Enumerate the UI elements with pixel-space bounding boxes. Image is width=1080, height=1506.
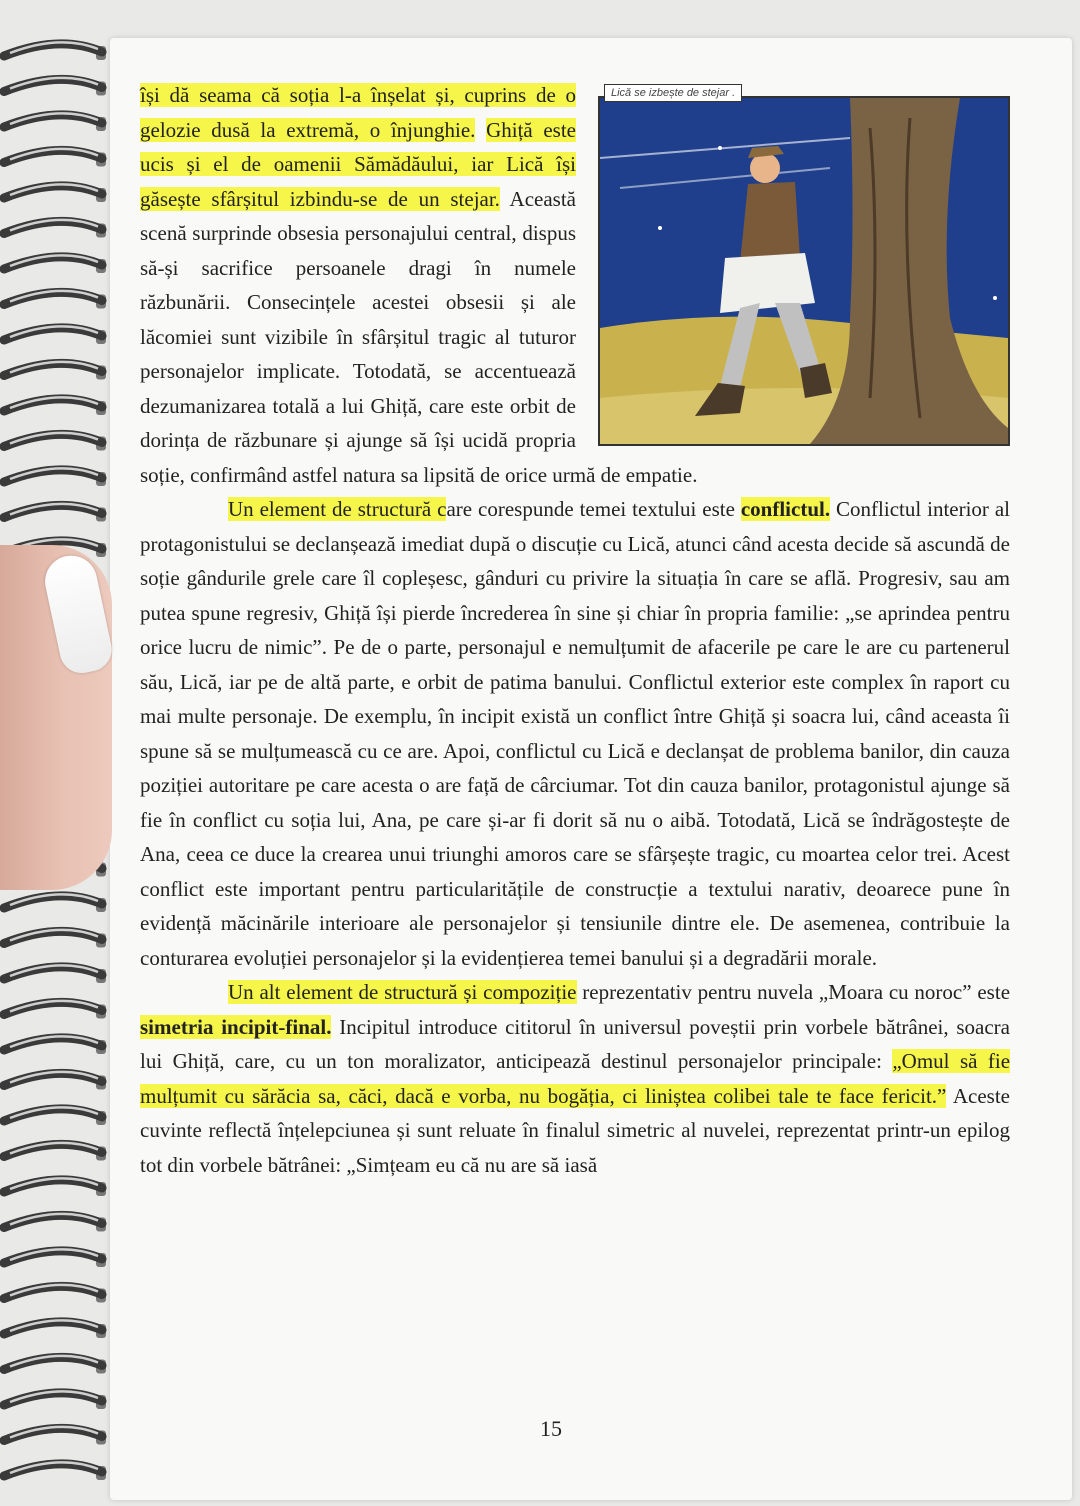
highlight: își dă seama că soția l-a înșelat și, cuprins de o gelozie dusă la extremă, o înjunghie. <box>140 83 576 142</box>
highlight: Un alt element de structură și compoziție <box>228 980 577 1004</box>
body-text <box>140 78 1010 1182</box>
bold-term: simetria incipit-final. <box>140 1014 332 1039</box>
paragraph-ending-scene: își dă seama că soția l-a înșelat și, cuprins de o gelozie dusă la extremă, o înjunghie. Ghiță este ucis și el de oamenii Sămădăului, iar Lică își găsește sfârșitul izbindu-se de un stejar. Această scenă surprinde obsesia personajului central, dispus să-și sacrifice persoanele dragi în numele răzbunării. Consecințele acestei obsesii și ale lăcomiei sunt vizibile în sfârșitul tragic al tuturor personajelor implicate. Totodată, se accentuează dezumanizarea totală a lui Ghiță, care este orbit de dorința de răzbunare și ajunge să își ucidă propria soție, confirmând astfel natura sa lipsită de orice urmă de empatie. <box>140 83 698 487</box>
paragraph-conflict: Un element de structură care corespunde temei textului este conflictul. Conflictul interior al protagonistului se declanșează imediat după o discuție cu Lică, atunci când acesta decide să ascundă de soție gândurile grele care îl copleșesc, gânduri cu privire la situația în care se află. Progresiv, sau am putea spune regresiv, Ghiță își pierde încrederea în sine și chiar în propria familie: „se aprindea pentru orice lucru de nimic”. Pe de o parte, personajul e nemulțumit de afacerile pe care le are cu partenerul său, Lică, iar pe de altă parte, e orbit de patima banului. Conflictul exterior este complex în raport cu mai multe personaje. De exemplu, în incipit există un conflict între Ghiță și soacra lui, când aceasta îi spune să se mulțumească cu ce are. Apoi, conflictul cu Lică e declanșat de problema banilor, din cauza poziției autoritare pe care acesta o are față de cârciumar. Tot din cauza banilor, protagonistul ajunge să fie în conflict cu soția lui, Ana, pe care și-ar fi dorit să nu o aibă. Totodată, Lică se îndrăgostește de Ana, ceea ce duce la crearea unui triunghi amoros care se sfârșește tragic, cu moartea celor trei. Acest conflict este important pentru particularitățile de construcție a textului narativ, deoarece pune în evidență măcinările interioare ale personajelor și tensiunile dintre ele. De asemenea, contribuie la conturarea evoluției personajelor și la evidențierea temei banului și a degradării morale. <box>140 497 1011 970</box>
highlight-quote: „Omul să fie mulțumit cu sărăcia sa, căci, dacă e vorba, nu bogăția, ci liniștea colibei tale te face fericit.” <box>140 1049 1011 1108</box>
page-number: 15 <box>540 1416 562 1441</box>
highlight: Un element de structură c <box>228 497 447 521</box>
illustration-caption: Lică se izbește de stejar . <box>604 84 742 102</box>
bold-term: conflictul. <box>740 497 831 521</box>
man-running-into-tree-image <box>600 98 1008 444</box>
comic-illustration <box>598 87 1010 446</box>
highlight: Ghiță este ucis și el de oamenii Sămădăului, iar Lică își găsește sfârșitul izbindu-se de un stejar. <box>140 117 577 211</box>
paragraph-symmetry: Un alt element de structură și compoziție reprezentativ pentru nuvela „Moara cu noroc” este simetria incipit-final. Incipitul introduce cititorul în universul poveștii prin vorbele bătrânei, soacra lui Ghiță, care, cu un ton moralizator, anticipează destinul personajelor principale: „Omul să fie mulțumit cu sărăcia sa, căci, dacă e vorba, nu bogăția, ci liniștea colibei tale te face fericit.” Aceste cuvinte reflectă înțelepciunea și sunt reluate în finalul simetric al nuvelei, reprezentat printr-un epilog tot din vorbele bătrânei: „Simțeam eu că nu are să iasă <box>140 980 1011 1177</box>
